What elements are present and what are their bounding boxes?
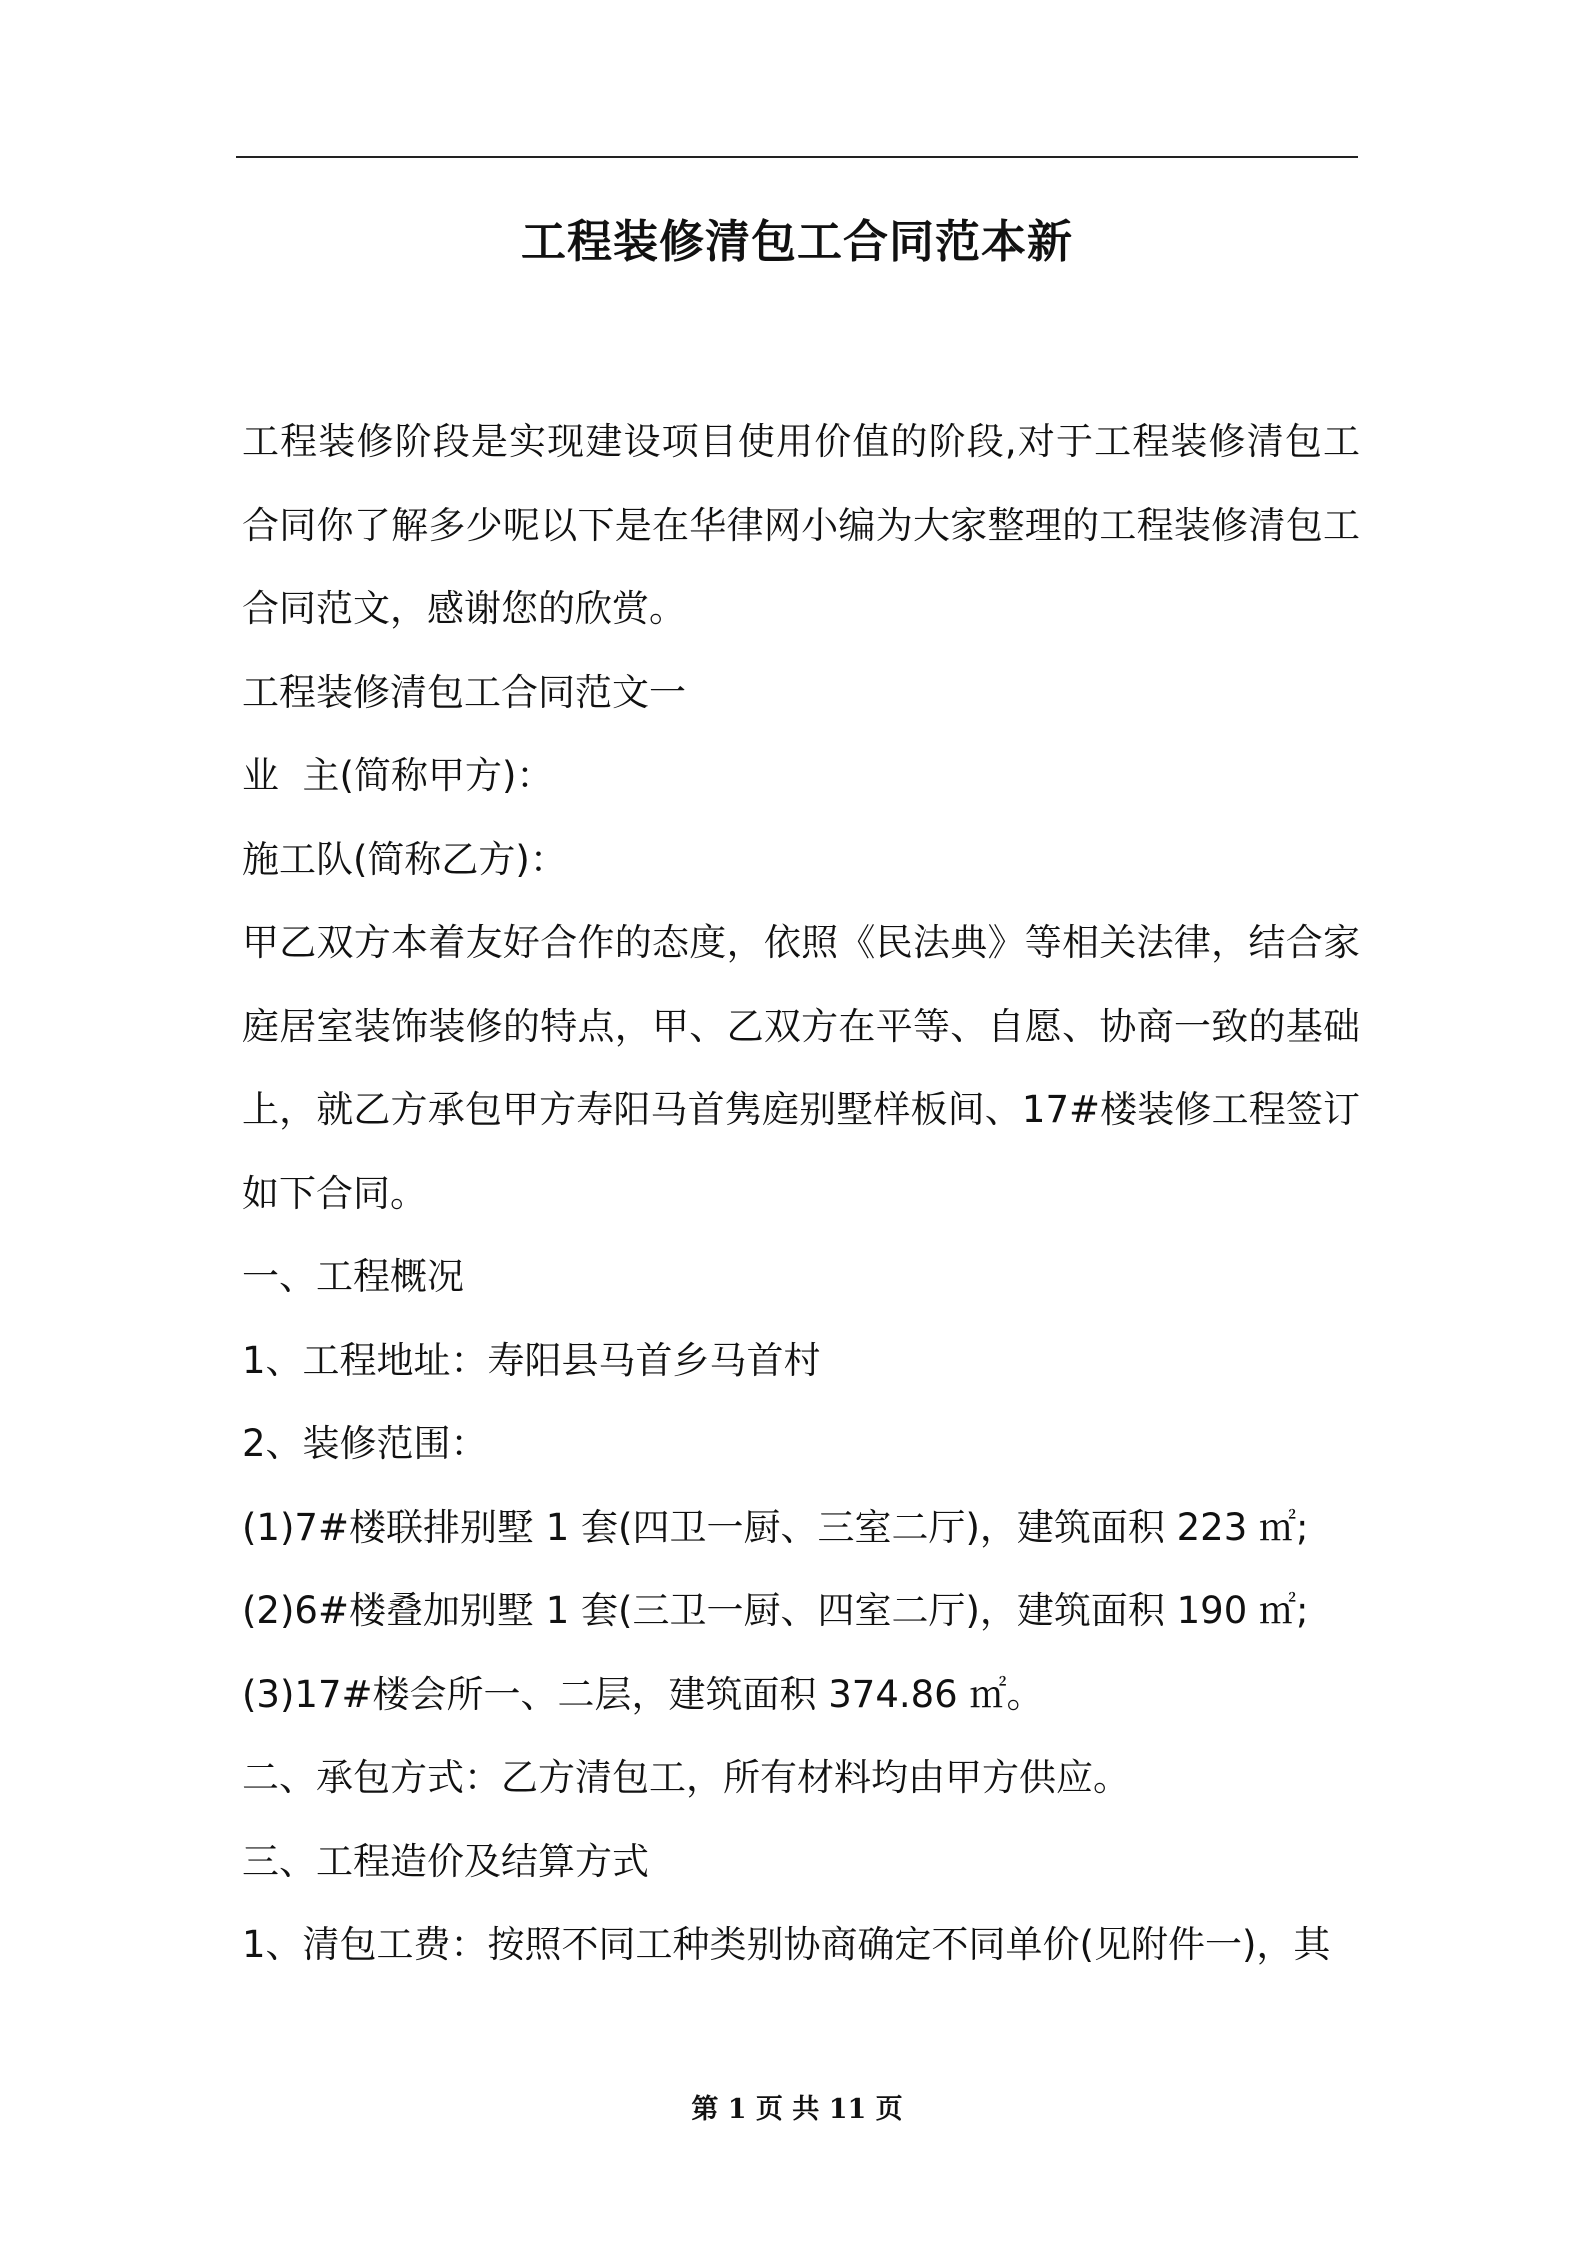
project-address-item: 1、工程地址：寿阳县马首乡马首村 (242, 1338, 821, 1382)
section-contract-method: 二、承包方式：乙方清包工，所有材料均由甲方供应。 (242, 1756, 1130, 1799)
scope-subitem-2: (2)6#楼叠加别墅 1 套(三卫一厨、四室二厅)，建筑面积 190 ㎡; (242, 1589, 1309, 1632)
scope-subitem-3: (3)17#楼会所一、二层，建筑面积 374.86 ㎡。 (242, 1672, 1044, 1716)
decoration-scope-item: 2、装修范围： (242, 1422, 488, 1465)
section-heading-project-overview: 一、工程概况 (242, 1255, 464, 1298)
scope-subitem-1: (1)7#楼联排别墅 1 套(四卫一厨、三室二厅)，建筑面积 223 ㎡; (242, 1505, 1309, 1549)
section-heading-cost-settlement: 三、工程造价及结算方式 (242, 1839, 649, 1883)
preamble-paragraph: 甲乙双方本着友好合作的态度，依照《民法典》等相关法律，结合家庭居室装饰装修的特点，甲、乙双方在平等、自愿、协商一致的基础上，就乙方承包甲方寿阳马首隽庭别墅样板间、17#楼装修工程签订如下合同。 (242, 921, 1360, 1215)
intro-paragraph: 工程装修阶段是实现建设项目使用价值的阶段,对于工程装修清包工合同你了解多少呢以下是在华律网小编为大家整理的工程装修清包工合同范文，感谢您的欣赏。 (242, 420, 1360, 630)
page-number: 第 1 页 共 11 页 (691, 2094, 903, 2125)
document-title: 工程装修清包工合同范本新 (520, 215, 1073, 268)
labor-fee-item: 1、清包工费：按照不同工种类别协商确定不同单价(见附件一)，其 (242, 1923, 1331, 1966)
party-a-line: 业 主(简称甲方)： (242, 754, 554, 797)
party-b-line: 施工队(简称乙方)： (242, 837, 567, 881)
header-rule (236, 156, 1358, 158)
document-body (242, 400, 1360, 1987)
section-heading-contract-one: 工程装修清包工合同范文一 (242, 670, 686, 714)
